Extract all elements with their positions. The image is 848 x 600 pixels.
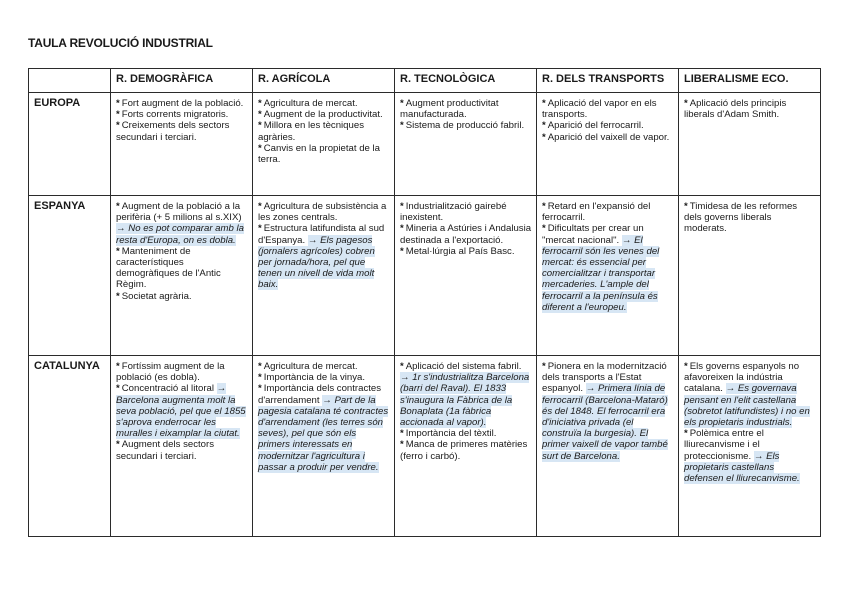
bullet-item [542, 201, 674, 223]
bullet-star-icon: * [684, 428, 688, 440]
bullet-text: Timidesa de les reformes dels governs liberals moderats. [684, 201, 798, 235]
bullet-star-icon: * [400, 439, 404, 451]
bullet-text: Estructura latifundista al sud d'Espanya. [258, 223, 385, 246]
bullet-text: Aplicació del vapor en els transports. [542, 98, 657, 121]
bullet-star-icon: * [400, 245, 404, 257]
bullet-item [258, 143, 390, 165]
bullet-star-icon: * [400, 98, 404, 109]
bullet-text: Aplicació del sistema fabril. [405, 361, 522, 372]
table-cell [253, 356, 395, 537]
bullet-item [258, 223, 390, 290]
bullet-item [258, 383, 390, 473]
bullet-star-icon: * [684, 98, 688, 109]
bullet-star-icon: * [542, 131, 546, 143]
bullet-item [400, 120, 532, 131]
bullet-text: Canvis en la propietat de la terra. [258, 142, 380, 166]
bullet-item [542, 132, 674, 143]
bullet-item [116, 98, 248, 109]
bullet-item [116, 246, 248, 291]
bullet-item [400, 223, 532, 245]
bullet-text: Augment dels sectors secundari i terciari. [116, 439, 214, 462]
bullet-item [116, 201, 248, 246]
highlighted-note: → 1r s'industrialitza Barcelona (barri del Raval). El 1833 s'inaugura la Fàbrica de la Bonaplata (1a fàbrica accionada al vapor). [400, 372, 530, 429]
bullet-text: Mineria a Astúries i Andalusia destinada a l'exportació. [400, 223, 532, 246]
bullet-star-icon: * [258, 383, 262, 395]
bullet-star-icon: * [400, 201, 404, 212]
bullet-text: Aparició del vaixell de vapor. [547, 131, 670, 143]
bullet-text: Concentració al litoral [121, 383, 217, 395]
bullet-star-icon: * [542, 223, 546, 235]
highlighted-note: → Barcelona augmenta molt la seva població, pel que el 1855 s'aprova enderrocar les muralles i eixamplar la ciutat. [116, 383, 246, 440]
bullet-item [258, 120, 390, 142]
bullet-star-icon: * [116, 290, 120, 302]
bullet-item [684, 361, 816, 428]
table-cell [253, 196, 395, 356]
bullet-item [116, 291, 248, 302]
bullet-star-icon: * [542, 98, 546, 109]
bullet-text: Dificultats per crear un "mercat nacional". [542, 223, 644, 246]
header-tecnologica: R. TECNOLÒGICA [395, 69, 537, 93]
bullet-item [400, 439, 532, 461]
bullet-text: Augment productivitat manufacturada. [400, 98, 499, 121]
row-label: EUROPA [29, 93, 111, 196]
bullet-star-icon: * [258, 142, 262, 154]
bullet-text: Pionera en la modernització dels transports a l'Estat espanyol. [542, 361, 667, 395]
bullet-star-icon: * [542, 120, 546, 132]
bullet-item [400, 428, 532, 439]
bullet-text: Manca de primeres matèries (ferro i carbó). [400, 439, 528, 462]
bullet-star-icon: * [684, 361, 688, 372]
bullet-star-icon: * [258, 98, 262, 109]
page-title: TAULA REVOLUCIÓ INDUSTRIAL [28, 36, 213, 50]
table-cell [111, 93, 253, 196]
highlighted-note: → No es pot comparar amb la resta d'Europa, on es dobla. [116, 223, 244, 246]
bullet-item [542, 120, 674, 131]
bullet-star-icon: * [258, 223, 262, 235]
header-demografica: R. DEMOGRÀFICA [111, 69, 253, 93]
header-agricola: R. AGRÍCOLA [253, 69, 395, 93]
bullet-star-icon: * [258, 109, 262, 121]
bullet-star-icon: * [116, 361, 120, 372]
revolution-table [28, 68, 821, 537]
header-row [29, 69, 821, 93]
bullet-text: Augment de la productivitat. [263, 109, 383, 121]
bullet-star-icon: * [542, 361, 546, 372]
bullet-item [400, 246, 532, 257]
bullet-text: Fortíssim augment de la població (es dobla). [116, 361, 225, 384]
table-cell [111, 356, 253, 537]
bullet-star-icon: * [258, 361, 262, 372]
bullet-text: Metal·lúrgia al País Basc. [405, 245, 515, 257]
bullet-text: Importància de la vinya. [263, 372, 366, 384]
bullet-text: Millora en les tècniques agràries. [258, 120, 364, 143]
bullet-star-icon: * [400, 361, 404, 372]
bullet-item [116, 109, 248, 120]
row-label: ESPANYA [29, 196, 111, 356]
bullet-star-icon: * [542, 201, 546, 212]
table-cell [679, 356, 821, 537]
bullet-star-icon: * [116, 439, 120, 451]
bullet-item [258, 109, 390, 120]
bullet-star-icon: * [400, 120, 404, 132]
table-cell [395, 93, 537, 196]
highlighted-note: → El ferrocarril són les venes del mercat: és essencial per comercialitzar i transportar mercaderies. L'ample del ferrocarril a la península és diferent a l'europeu. [542, 234, 660, 313]
table-cell [537, 196, 679, 356]
bullet-star-icon: * [400, 428, 404, 440]
bullet-text: Aparició del ferrocarril. [547, 120, 644, 132]
bullet-item [684, 428, 816, 484]
table-cell [253, 93, 395, 196]
highlighted-note: → Es governava pensant en l'elit castellana (sobretot latifundistes) i no en els propietaris industrials. [684, 383, 810, 429]
bullet-text: Agricultura de mercat. [263, 361, 358, 372]
table-cell [537, 93, 679, 196]
table-cell [111, 196, 253, 356]
header-corner [29, 69, 111, 93]
bullet-item [258, 361, 390, 372]
bullet-item [400, 201, 532, 223]
bullet-item [542, 223, 674, 313]
bullet-text: Aplicació dels principis liberals d'Adam Smith. [684, 98, 787, 121]
bullet-star-icon: * [116, 98, 120, 109]
bullet-item [684, 98, 816, 120]
bullet-star-icon: * [258, 120, 262, 132]
bullet-text: Polèmica entre el lliurecanvisme i el proteccionisme. [684, 428, 764, 462]
bullet-star-icon: * [258, 201, 262, 212]
row-label: CATALUNYA [29, 356, 111, 537]
bullet-star-icon: * [116, 245, 120, 257]
highlighted-note: → Part de la pagesia catalana té contractes d'arrendament (les terres són seves), pel que són els primers interessats en modernitzar l'agricultura i passar a produir per vendre. [258, 394, 389, 473]
table-cell [395, 356, 537, 537]
bullet-star-icon: * [116, 383, 120, 395]
bullet-text: Forts corrents migratoris. [121, 109, 229, 121]
bullet-star-icon: * [116, 120, 120, 132]
bullet-item [116, 120, 248, 142]
bullet-text: Importància dels contractes d'arrendament [258, 383, 382, 406]
bullet-star-icon: * [400, 223, 404, 235]
bullet-text: Augment de la població a la perifèria (+ 5 milions al s.XIX) [116, 201, 242, 224]
bullet-star-icon: * [116, 201, 120, 212]
bullet-item [116, 361, 248, 383]
bullet-text: Societat agrària. [121, 290, 192, 302]
bullet-text: Agricultura de subsistència a les zones centrals. [258, 201, 387, 224]
bullet-text: Sistema de producció fabril. [405, 120, 525, 132]
bullet-text: Importància del tèxtil. [405, 428, 497, 440]
table-row [29, 196, 821, 356]
bullet-item [116, 383, 248, 439]
bullet-text: Creixements dels sectors secundari i terciari. [116, 120, 230, 143]
header-transports: R. DELS TRANSPORTS [537, 69, 679, 93]
table-cell [537, 356, 679, 537]
bullet-text: Retard en l'expansió del ferrocarril. [542, 201, 651, 224]
bullet-text: Els governs espanyols no afavoreixen la indústria catalana. [684, 361, 800, 395]
table-cell [679, 196, 821, 356]
bullet-item [684, 201, 816, 235]
bullet-text: Fort augment de la població. [121, 98, 244, 109]
bullet-item [258, 98, 390, 109]
bullet-item [258, 372, 390, 383]
table-cell [679, 93, 821, 196]
header-liberalisme: LIBERALISME ECO. [679, 69, 821, 93]
bullet-star-icon: * [116, 109, 120, 121]
table-cell [395, 196, 537, 356]
bullet-star-icon: * [258, 372, 262, 384]
bullet-star-icon: * [684, 201, 688, 212]
bullet-text: Industrialització gairebé inexistent. [400, 201, 507, 224]
table-row [29, 356, 821, 537]
bullet-item [542, 361, 674, 462]
bullet-item [258, 201, 390, 223]
bullet-item [400, 98, 532, 120]
table-row [29, 93, 821, 196]
highlighted-note: → Primera línia de ferrocarril (Barcelona-Mataró) és del 1848. El ferrocarril era d'iniciativa privada (el construïa la burgesia). El primer vaixell de vapor també surt de Barcelona. [542, 383, 668, 462]
bullet-item [400, 361, 532, 428]
highlighted-note: → Els propietaris castellans defensen el lliurecanvisme. [684, 450, 800, 485]
bullet-item [116, 439, 248, 461]
bullet-text: Manteniment de característiques demogràfiques de l'Antic Règim. [116, 245, 221, 291]
highlighted-note: → Els pagesos (jornalers agrícoles) cobren per jornada/hora, pel que tenen un nivell de vida molt baix. [258, 234, 375, 291]
bullet-text: Agricultura de mercat. [263, 98, 358, 109]
bullet-item [542, 98, 674, 120]
